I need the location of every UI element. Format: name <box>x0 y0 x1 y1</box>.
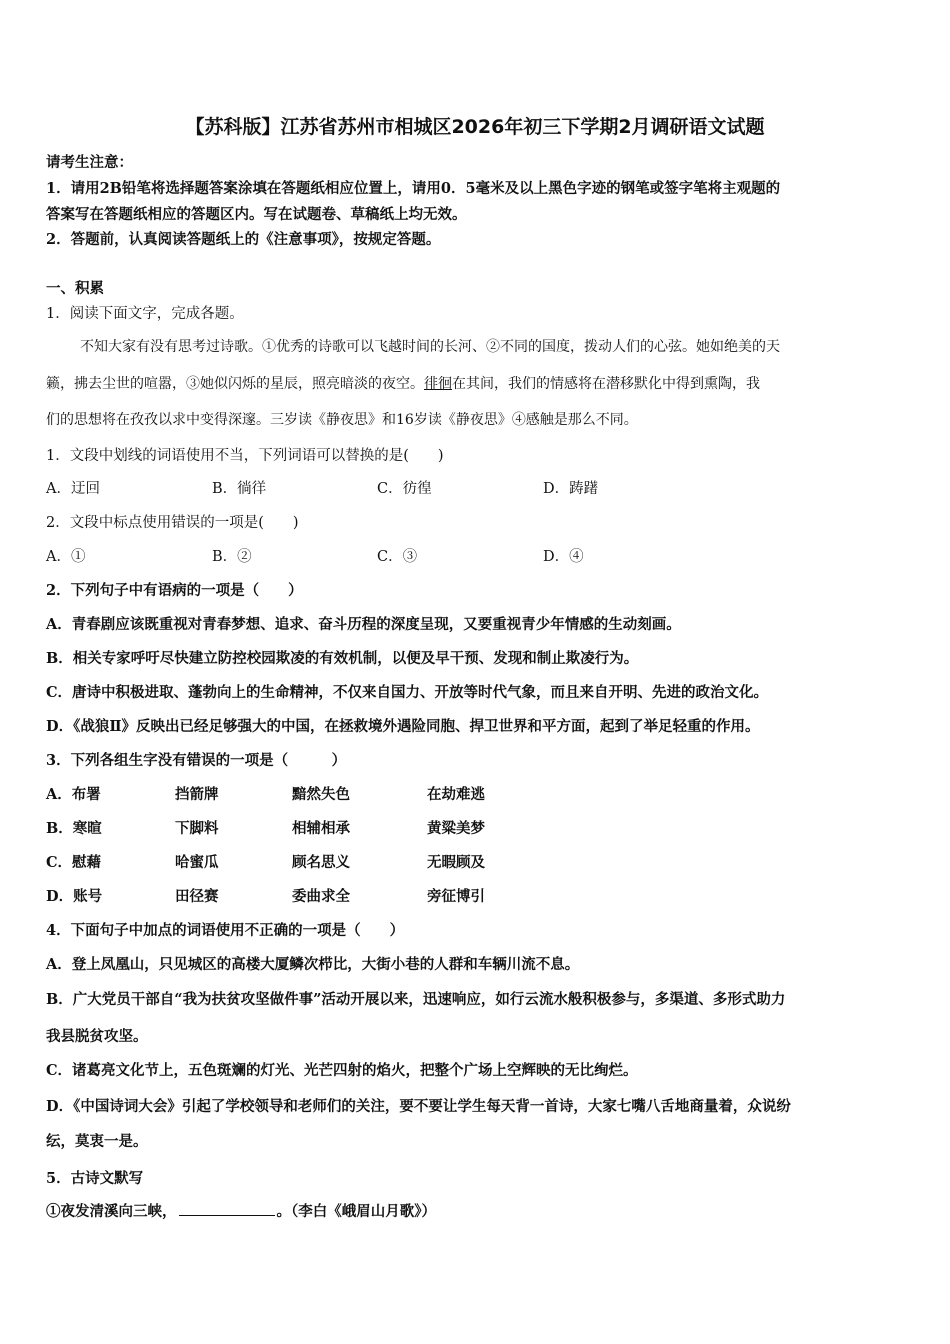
q3-a-word-3: 黯然失色 <box>292 786 350 803</box>
q3-d-word-3: 委曲求全 <box>292 888 350 905</box>
q4-option-b-line-2: 我县脱贫攻坚。 <box>46 1028 148 1045</box>
q3-c-word-2: 哈蜜瓜 <box>175 854 219 871</box>
q3-a-word-1: A．布署 <box>46 786 101 803</box>
page-title: 【苏科版】江苏省苏州市相城区2026年初三下学期2月调研语文试题 <box>185 116 765 138</box>
q3-b-word-3: 相辅相承 <box>292 820 350 837</box>
q3-stem: 3．下列各组生字没有错误的一项是（ ） <box>46 752 347 769</box>
q4-option-a: A．登上凤凰山，只见城区的高楼大厦鳞次栉比，大街小巷的人群和车辆川流不息。 <box>46 956 580 973</box>
q3-b-word-4: 黄粱美梦 <box>427 820 485 837</box>
q2-option-a: A．青春剧应该既重视对青春梦想、追求、奋斗历程的深度呈现，又要重视青少年情感的生动刻画。 <box>46 616 681 633</box>
q4-option-d-line-2: 纭，莫衷一是。 <box>46 1133 148 1150</box>
section-heading: 一、积累 <box>46 280 104 297</box>
notice-item-2: 2．答题前，认真阅读答题纸上的《注意事项》，按规定答题。 <box>46 231 441 248</box>
passage-text: 在其间，我们的情感将在潜移默化中得到熏陶，我 <box>452 376 760 392</box>
q1-sub1-option-c: C．彷徨 <box>377 481 432 497</box>
notice-item-1a: 1．请用2B铅笔将选择题答案涂填在答题纸相应位置上，请用0．5毫米及以上黑色字迹的钢笔或签字笔将主观题的 <box>46 180 781 197</box>
q1-sub1-option-b: B．徜徉 <box>212 481 267 497</box>
q3-d-word-4: 旁征博引 <box>427 888 485 905</box>
q1-passage-line-3: 们的思想将在孜孜以求中变得深邃。三岁读《静夜思》和16岁读《静夜思》④感触是那么不同。 <box>46 412 638 428</box>
q1-sub2-option-d: D．④ <box>543 549 584 565</box>
q3-b-word-2: 下脚料 <box>175 820 219 837</box>
poem-first-half: ①夜发清溪向三峡， <box>46 1203 177 1220</box>
q3-a-word-2: 挡箭牌 <box>175 786 219 803</box>
q3-c-word-4: 无暇顾及 <box>427 854 485 871</box>
q4-stem: 4．下面句子中加点的词语使用不正确的一项是（ ） <box>46 922 405 939</box>
underlined-word: 徘徊 <box>424 376 452 392</box>
q1-sub1-option-a: A．迂回 <box>46 481 100 497</box>
q1-sub2-stem: 2．文段中标点使用错误的一项是( ) <box>46 515 299 531</box>
poem-source: 。（李白《峨眉山月歌》） <box>276 1203 436 1220</box>
q3-b-word-1: B．寒暄 <box>46 820 102 837</box>
q1-sub1-stem: 1．文段中划线的词语使用不当，下列词语可以替换的是( ) <box>46 448 444 464</box>
q2-option-c: C．唐诗中积极进取、蓬勃向上的生命精神，不仅来自国力、开放等时代气象，而且来自开明、先进的政治文化。 <box>46 684 769 701</box>
passage-text: 籁，拂去尘世的喧嚣，③她似闪烁的星辰，照亮暗淡的夜空。 <box>46 376 424 392</box>
q3-d-word-1: D．账号 <box>46 888 103 905</box>
q3-c-word-1: C．慰藉 <box>46 854 102 871</box>
q1-passage-line-1: 不知大家有没有思考过诗歌。①优秀的诗歌可以飞越时间的长河、②不同的国度，拨动人们的心弦。她如绝美的天 <box>80 339 780 355</box>
q3-a-word-4: 在劫难逃 <box>427 786 485 803</box>
q1-sub2-option-c: C．③ <box>377 549 418 565</box>
q4-option-d-line-1: D．《中国诗词大会》引起了学校领导和老师们的关注，要不要让学生每天背一首诗，大家七嘴八舌地商量着，众说纷 <box>46 1098 791 1115</box>
q5-line-1 <box>46 1200 436 1221</box>
q3-c-word-3: 顾名思义 <box>292 854 350 871</box>
q4-option-c: C．诸葛亮文化节上，五色斑斓的灯光、光芒四射的焰火，把整个广场上空辉映的无比绚烂。 <box>46 1062 638 1079</box>
q1-sub2-option-a: A．① <box>46 549 86 565</box>
q3-d-word-2: 田径赛 <box>175 888 219 905</box>
q1-sub2-option-b: B．② <box>212 549 252 565</box>
q1-stem: 1．阅读下面文字，完成各题。 <box>46 306 244 322</box>
q2-option-b: B．相关专家呼吁尽快建立防控校园欺凌的有效机制，以便及早干预、发现和制止欺凌行为。 <box>46 650 639 667</box>
answer-blank[interactable] <box>179 1201 275 1216</box>
notice-heading: 请考生注意： <box>46 154 133 171</box>
q1-passage-line-2 <box>46 373 760 393</box>
q2-option-d: D．《战狼Ⅱ》反映出已经足够强大的中国，在拯救境外遇险同胞、捍卫世界和平方面，起到了举足轻重的作用。 <box>46 718 760 735</box>
q4-option-b-line-1: B．广大党员干部自“我为扶贫攻坚做件事”活动开展以来，迅速响应，如行云流水般积极参与，多渠道、多形式助力 <box>46 991 786 1008</box>
q5-stem: 5．古诗文默写 <box>46 1170 144 1187</box>
notice-item-1b: 答案写在答题纸相应的答题区内。写在试题卷、草稿纸上均无效。 <box>46 206 467 223</box>
q2-stem: 2．下列句子中有语病的一项是（ ） <box>46 582 303 599</box>
q1-sub1-option-d: D．踌躇 <box>543 481 599 497</box>
